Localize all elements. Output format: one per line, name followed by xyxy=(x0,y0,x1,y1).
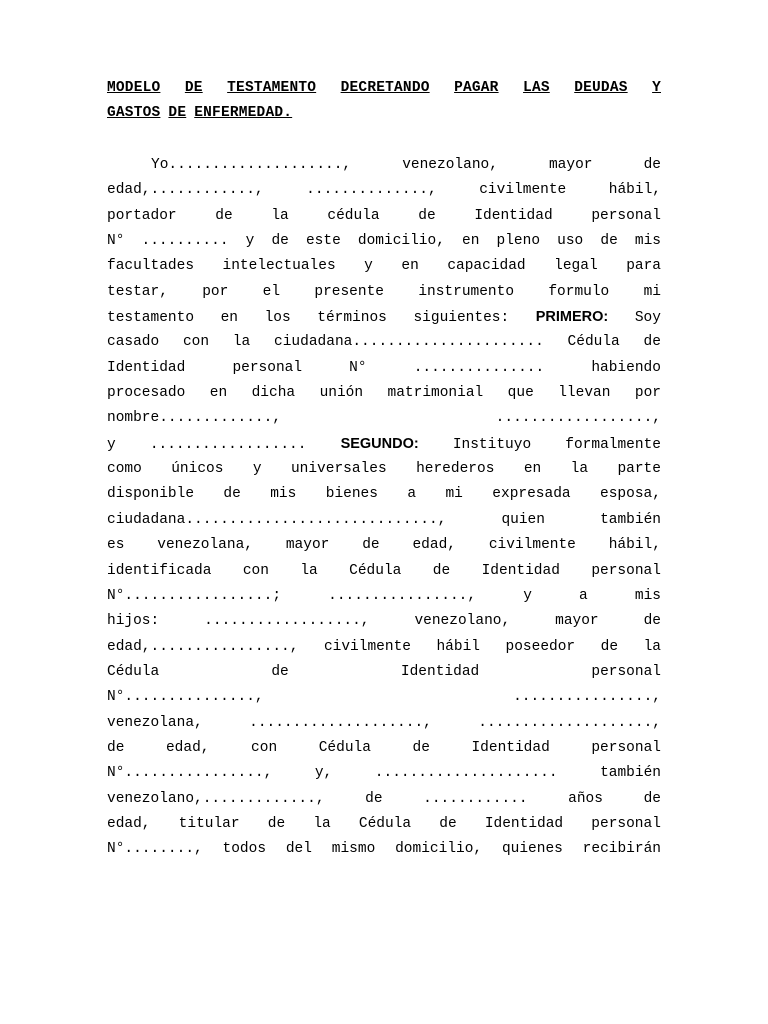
word: cédula xyxy=(327,207,380,224)
word: venezolano, xyxy=(402,157,498,173)
word: personal xyxy=(591,562,661,579)
word: mayor xyxy=(548,157,593,173)
word: mis xyxy=(634,233,661,250)
word: legal xyxy=(554,258,598,275)
word: hábil, xyxy=(608,537,661,554)
word: en xyxy=(523,461,542,478)
word: personal xyxy=(232,359,303,376)
body-line xyxy=(107,635,661,660)
word: Cédula xyxy=(349,562,402,579)
body-line xyxy=(107,280,661,305)
word: bienes xyxy=(325,486,378,503)
word: intelectuales xyxy=(222,258,336,275)
body-line xyxy=(107,685,661,710)
word: de xyxy=(643,157,661,173)
word: Identidad xyxy=(471,739,550,756)
body-line xyxy=(107,559,661,584)
word: del xyxy=(285,841,312,858)
word: ciudadana............................., xyxy=(107,511,447,528)
body-line xyxy=(107,482,661,507)
word: ...................., xyxy=(249,714,432,731)
body-line xyxy=(107,736,661,761)
word: personal xyxy=(591,663,661,680)
word: herederos xyxy=(416,461,495,478)
word: Cédula xyxy=(358,815,412,832)
word: formalmente xyxy=(565,436,661,453)
document-body xyxy=(107,153,661,863)
word: casado xyxy=(107,334,160,351)
word: identificada xyxy=(107,562,212,579)
body-line xyxy=(107,204,661,229)
body-line xyxy=(107,508,661,533)
word: TESTAMENTO xyxy=(227,80,317,96)
body-line xyxy=(107,406,661,431)
word: mis xyxy=(270,486,297,503)
word: civilmente xyxy=(488,537,576,554)
word: DECRETANDO xyxy=(340,80,430,96)
body-line xyxy=(107,584,661,609)
word: de xyxy=(600,638,619,655)
word: los xyxy=(264,310,291,327)
word: todos xyxy=(222,841,267,858)
word: de xyxy=(107,739,125,756)
word: en xyxy=(209,385,228,402)
word: DEUDAS xyxy=(574,80,628,96)
word: Identidad xyxy=(474,207,553,224)
word: dicha xyxy=(251,385,296,402)
word: disponible xyxy=(107,486,195,503)
word: de xyxy=(439,815,457,832)
word: .............., xyxy=(306,182,437,199)
body-line xyxy=(107,837,661,862)
word: también xyxy=(600,765,661,782)
word: la xyxy=(232,334,251,351)
word: por xyxy=(634,385,661,402)
word: presente xyxy=(314,283,384,300)
word: la xyxy=(313,815,331,832)
body-line xyxy=(107,609,661,634)
word: venezolano,............., xyxy=(107,790,325,807)
word: de xyxy=(600,233,618,250)
word: formulo xyxy=(548,283,610,300)
word: años xyxy=(568,790,603,807)
word: de xyxy=(365,790,383,807)
word: personal xyxy=(591,815,661,832)
word: edad, xyxy=(412,537,456,554)
word: mismo xyxy=(331,841,376,858)
word: edad, xyxy=(107,815,151,832)
word: Identidad xyxy=(107,359,186,376)
word: Yo...................., xyxy=(151,157,352,173)
word: .................., xyxy=(495,410,661,427)
word: testar, xyxy=(107,283,168,300)
word: hábil, xyxy=(608,182,661,199)
word: pleno xyxy=(496,233,541,250)
word: personal xyxy=(591,207,661,224)
body-line xyxy=(107,178,661,203)
word: que xyxy=(507,385,534,402)
word: hijos: xyxy=(107,613,160,630)
word: matrimonial xyxy=(387,385,484,402)
word: expresada xyxy=(492,486,571,503)
word: a xyxy=(407,486,417,503)
word: procesado xyxy=(107,385,186,402)
word: N°..............., xyxy=(107,689,264,706)
word: titular xyxy=(178,815,240,832)
word: testamento xyxy=(107,310,195,327)
word: N°................, xyxy=(107,765,273,782)
title-line xyxy=(107,78,661,103)
body-line xyxy=(107,153,661,178)
body-line xyxy=(107,229,661,254)
word: edad, xyxy=(165,739,210,756)
word: de xyxy=(643,790,661,807)
word: facultades xyxy=(107,258,195,275)
word: y xyxy=(245,233,255,250)
word: Soy xyxy=(634,310,661,327)
word: habiendo xyxy=(591,359,661,376)
word: civilmente xyxy=(323,638,411,655)
word: este xyxy=(305,233,341,250)
word: de xyxy=(215,207,233,224)
word: por xyxy=(202,283,229,300)
word: de xyxy=(223,486,241,503)
word: y xyxy=(523,587,532,604)
word: poseedor xyxy=(505,638,576,655)
word: edad,............, xyxy=(107,182,264,199)
word: como xyxy=(107,461,142,478)
word: .................., xyxy=(204,613,370,630)
word: GASTOS xyxy=(107,105,161,121)
word: ENFERMEDAD. xyxy=(194,105,293,121)
word: mi xyxy=(445,486,463,503)
word: en xyxy=(220,310,238,327)
word: de xyxy=(271,663,289,680)
word: .................. xyxy=(149,436,307,453)
word: hábil xyxy=(436,638,480,655)
word: únicos xyxy=(171,461,224,478)
word: mayor xyxy=(555,613,599,630)
word: PRIMERO: xyxy=(535,309,609,326)
word: llevan xyxy=(558,385,611,402)
word: ................, xyxy=(513,689,661,706)
word: capacidad xyxy=(447,258,526,275)
word: DE xyxy=(168,105,187,121)
word: ............ xyxy=(423,790,528,807)
word: mi xyxy=(643,283,661,300)
word: ..................... xyxy=(374,765,558,782)
word: con xyxy=(242,562,269,579)
word: Cédula xyxy=(567,334,620,351)
word: siguientes: xyxy=(413,310,510,327)
document-title xyxy=(107,78,661,128)
body-line xyxy=(107,761,661,786)
word: Y xyxy=(652,80,661,96)
word: Cédula xyxy=(107,663,160,680)
body-line xyxy=(107,812,661,837)
word: y, xyxy=(314,765,333,782)
body-line xyxy=(107,787,661,812)
word: de xyxy=(643,613,661,630)
word: en xyxy=(401,258,419,275)
word: Cédula xyxy=(318,739,371,756)
word: el xyxy=(262,283,281,300)
word: personal xyxy=(591,739,661,756)
word: venezolano, xyxy=(414,613,511,630)
word: de xyxy=(643,334,661,351)
word: y xyxy=(107,436,116,453)
word: MODELO xyxy=(107,80,161,96)
title-line xyxy=(107,103,661,128)
word: Identidad xyxy=(484,815,564,832)
body-line xyxy=(107,660,661,685)
word: la xyxy=(570,461,589,478)
word: civilmente xyxy=(479,182,567,199)
word: ................, xyxy=(328,587,477,604)
body-line xyxy=(107,330,661,355)
body-line xyxy=(107,457,661,482)
word: .......... xyxy=(141,233,229,250)
body-line xyxy=(107,533,661,558)
word: la xyxy=(643,638,661,655)
word: portador xyxy=(107,207,177,224)
word: edad,................, xyxy=(107,638,299,655)
word: a xyxy=(579,587,588,604)
word: y xyxy=(364,258,373,275)
word: ciudadana...................... xyxy=(274,334,544,351)
word: instrumento xyxy=(418,283,515,300)
word: N° xyxy=(349,359,367,376)
word: PAGAR xyxy=(454,80,499,96)
body-line xyxy=(107,305,661,330)
word: uso xyxy=(557,233,584,250)
word: recibirán xyxy=(582,841,661,858)
word: parte xyxy=(617,461,661,478)
word: también xyxy=(600,511,661,528)
word: unión xyxy=(319,385,364,402)
body-line xyxy=(107,711,661,736)
document-text xyxy=(107,78,661,863)
word: Identidad xyxy=(481,562,560,579)
word: N°........, xyxy=(107,841,203,858)
word: de xyxy=(362,537,380,554)
word: ...................., xyxy=(478,714,661,731)
word: mayor xyxy=(285,537,330,554)
body-line xyxy=(107,356,661,381)
body-line xyxy=(107,381,661,406)
word: la xyxy=(271,207,289,224)
word: N° xyxy=(107,233,125,250)
word: ............... xyxy=(413,359,545,376)
word: mis xyxy=(634,587,661,604)
word: quien xyxy=(501,511,545,528)
word: SEGUNDO: xyxy=(340,435,419,452)
word: la xyxy=(300,562,318,579)
word: de xyxy=(412,739,430,756)
body-line xyxy=(107,432,661,457)
word: en xyxy=(462,233,480,250)
word: con xyxy=(182,334,210,351)
word: LAS xyxy=(523,80,550,96)
word: Instituyo xyxy=(452,436,532,453)
word: de xyxy=(267,815,286,832)
word: nombre............., xyxy=(107,410,282,427)
word: DE xyxy=(184,80,203,96)
word: universales xyxy=(290,461,387,478)
word: con xyxy=(251,739,278,756)
word: de xyxy=(271,233,289,250)
word: de xyxy=(432,562,451,579)
word: Identidad xyxy=(400,663,480,680)
word: de xyxy=(418,207,436,224)
word: venezolana, xyxy=(157,537,253,554)
word: términos xyxy=(317,310,387,327)
word: domicilio, xyxy=(357,233,445,250)
word: quienes xyxy=(501,841,563,858)
word: para xyxy=(626,258,661,275)
word: domicilio, xyxy=(395,841,483,858)
word: N°.................; xyxy=(107,587,282,604)
word: esposa, xyxy=(600,486,661,503)
word: venezolana, xyxy=(107,714,203,731)
body-line xyxy=(107,254,661,279)
word: y xyxy=(252,461,262,478)
word: es xyxy=(107,537,125,554)
